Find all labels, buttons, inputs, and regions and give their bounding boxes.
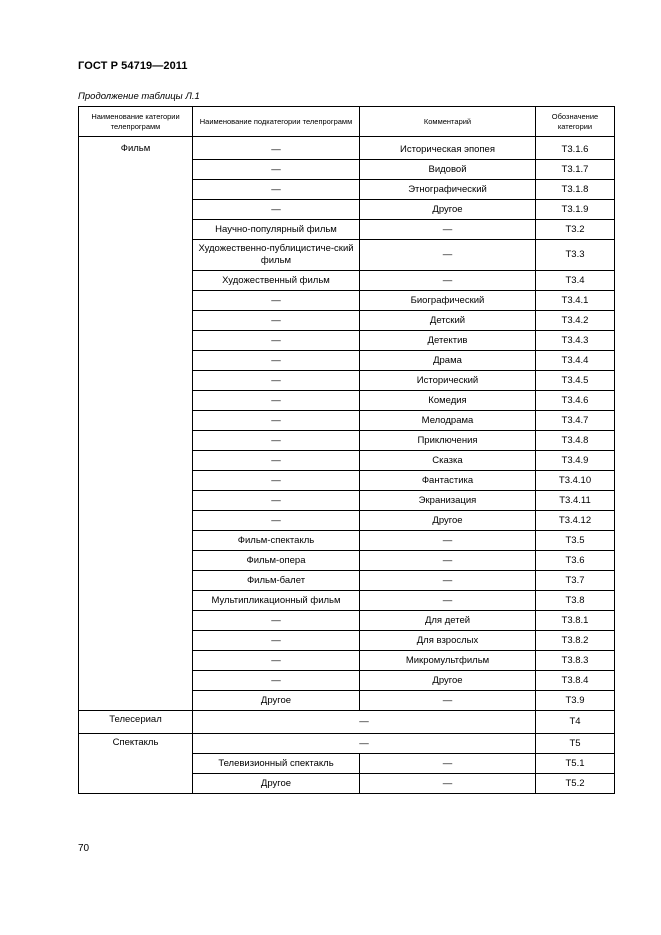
comment-cell: — [360,754,536,774]
table-row [79,711,615,734]
comment-cell: Фантастика [360,471,536,491]
column-header-code: Обозначение категории [536,107,615,137]
subcategory-cell: — [193,631,360,651]
table-caption: Продолжение таблицы Л.1 [78,91,200,102]
subcategory-cell: Мультипликационный фильм [193,591,360,611]
subcategory-cell: — [193,331,360,351]
code-cell: Т3.6 [536,551,615,571]
comment-cell: Комедия [360,391,536,411]
subcategory-cell: — [193,200,360,220]
subcategory-cell: Научно-популярный фильм [193,220,360,240]
code-cell: Т3.4.3 [536,331,615,351]
code-cell: Т5.2 [536,774,615,794]
subcategory-cell: — [193,611,360,631]
subcategory-cell: Фильм-опера [193,551,360,571]
subcategory-cell: — [193,391,360,411]
code-cell: Т3.3 [536,240,615,271]
code-cell: Т3.5 [536,531,615,551]
subcategory-cell: Фильм-спектакль [193,531,360,551]
column-header-subcategory: Наименование подкатегории телепрограмм [193,107,360,137]
code-cell: Т3.4.5 [536,371,615,391]
comment-cell: Сказка [360,451,536,471]
subcategory-cell: — [193,651,360,671]
code-cell: Т3.4.1 [536,291,615,311]
subcategory-cell: — [193,411,360,431]
comment-cell: Другое [360,200,536,220]
subcategory-cell: — [193,371,360,391]
code-cell: Т3.4.8 [536,431,615,451]
subcategory-cell: — [193,311,360,331]
comment-cell: — [360,591,536,611]
code-cell: Т3.4.9 [536,451,615,471]
subcategory-cell: — [193,451,360,471]
comment-cell: Биографический [360,291,536,311]
code-cell: Т3.8.4 [536,671,615,691]
table-row [79,140,615,160]
subcategory-cell: — [193,471,360,491]
code-cell: Т3.1.6 [536,140,615,160]
code-cell: Т3.2 [536,220,615,240]
page-number: 70 [78,843,90,854]
comment-cell: Этнографический [360,180,536,200]
subcategory-cell: Художественно-публицистиче-ский фильм [193,240,360,271]
subcategory-cell: — [193,491,360,511]
subcategory-cell: Телевизионный спектакль [193,754,360,774]
comment-cell: Для детей [360,611,536,631]
merged-comment-cell: — [193,734,536,754]
code-cell: Т3.7 [536,571,615,591]
code-cell: Т4 [536,711,615,734]
comment-cell: Мелодрама [360,411,536,431]
comment-cell: Исторический [360,371,536,391]
category-table [78,106,615,794]
subcategory-cell: Другое [193,691,360,711]
subcategory-cell: — [193,180,360,200]
code-cell: Т3.4.10 [536,471,615,491]
code-cell: Т3.1.8 [536,180,615,200]
code-cell: Т3.4.7 [536,411,615,431]
comment-cell: — [360,691,536,711]
code-cell: Т3.4.11 [536,491,615,511]
subcategory-cell: — [193,511,360,531]
comment-cell: Драма [360,351,536,371]
code-cell: Т3.1.9 [536,200,615,220]
code-cell: Т5 [536,734,615,754]
subcategory-cell: — [193,431,360,451]
comment-cell: Другое [360,671,536,691]
comment-cell: Другое [360,511,536,531]
code-cell: Т3.4.6 [536,391,615,411]
code-cell: Т3.8 [536,591,615,611]
subcategory-cell: Другое [193,774,360,794]
comment-cell: Видовой [360,160,536,180]
comment-cell: — [360,571,536,591]
table-header-row [79,107,615,137]
category-cell: Фильм [79,140,193,711]
comment-cell: Историческая эпопея [360,140,536,160]
subcategory-cell: — [193,351,360,371]
comment-cell: — [360,551,536,571]
table-row [79,734,615,754]
comment-cell: — [360,271,536,291]
comment-cell: Приключения [360,431,536,451]
document-header: ГОСТ Р 54719—2011 [78,60,188,72]
code-cell: Т3.9 [536,691,615,711]
comment-cell: — [360,774,536,794]
column-header-comment: Комментарий [360,107,536,137]
comment-cell: Для взрослых [360,631,536,651]
subcategory-cell: — [193,160,360,180]
category-cell: Спектакль [79,734,193,794]
comment-cell: Детский [360,311,536,331]
code-cell: Т3.8.1 [536,611,615,631]
category-cell: Телесериал [79,711,193,734]
comment-cell: — [360,531,536,551]
comment-cell: — [360,220,536,240]
subcategory-cell: — [193,671,360,691]
subcategory-cell: Фильм-балет [193,571,360,591]
code-cell: Т3.4.4 [536,351,615,371]
subcategory-cell: — [193,291,360,311]
code-cell: Т3.4.2 [536,311,615,331]
code-cell: Т5.1 [536,754,615,774]
code-cell: Т3.1.7 [536,160,615,180]
comment-cell: Микромультфильм [360,651,536,671]
subcategory-cell: Художественный фильм [193,271,360,291]
comment-cell: Экранизация [360,491,536,511]
code-cell: Т3.4.12 [536,511,615,531]
merged-comment-cell: — [193,711,536,734]
comment-cell: — [360,240,536,271]
subcategory-cell: — [193,140,360,160]
code-cell: Т3.8.3 [536,651,615,671]
comment-cell: Детектив [360,331,536,351]
code-cell: Т3.8.2 [536,631,615,651]
column-header-category: Наименование категории телепрограмм [79,107,193,137]
code-cell: Т3.4 [536,271,615,291]
